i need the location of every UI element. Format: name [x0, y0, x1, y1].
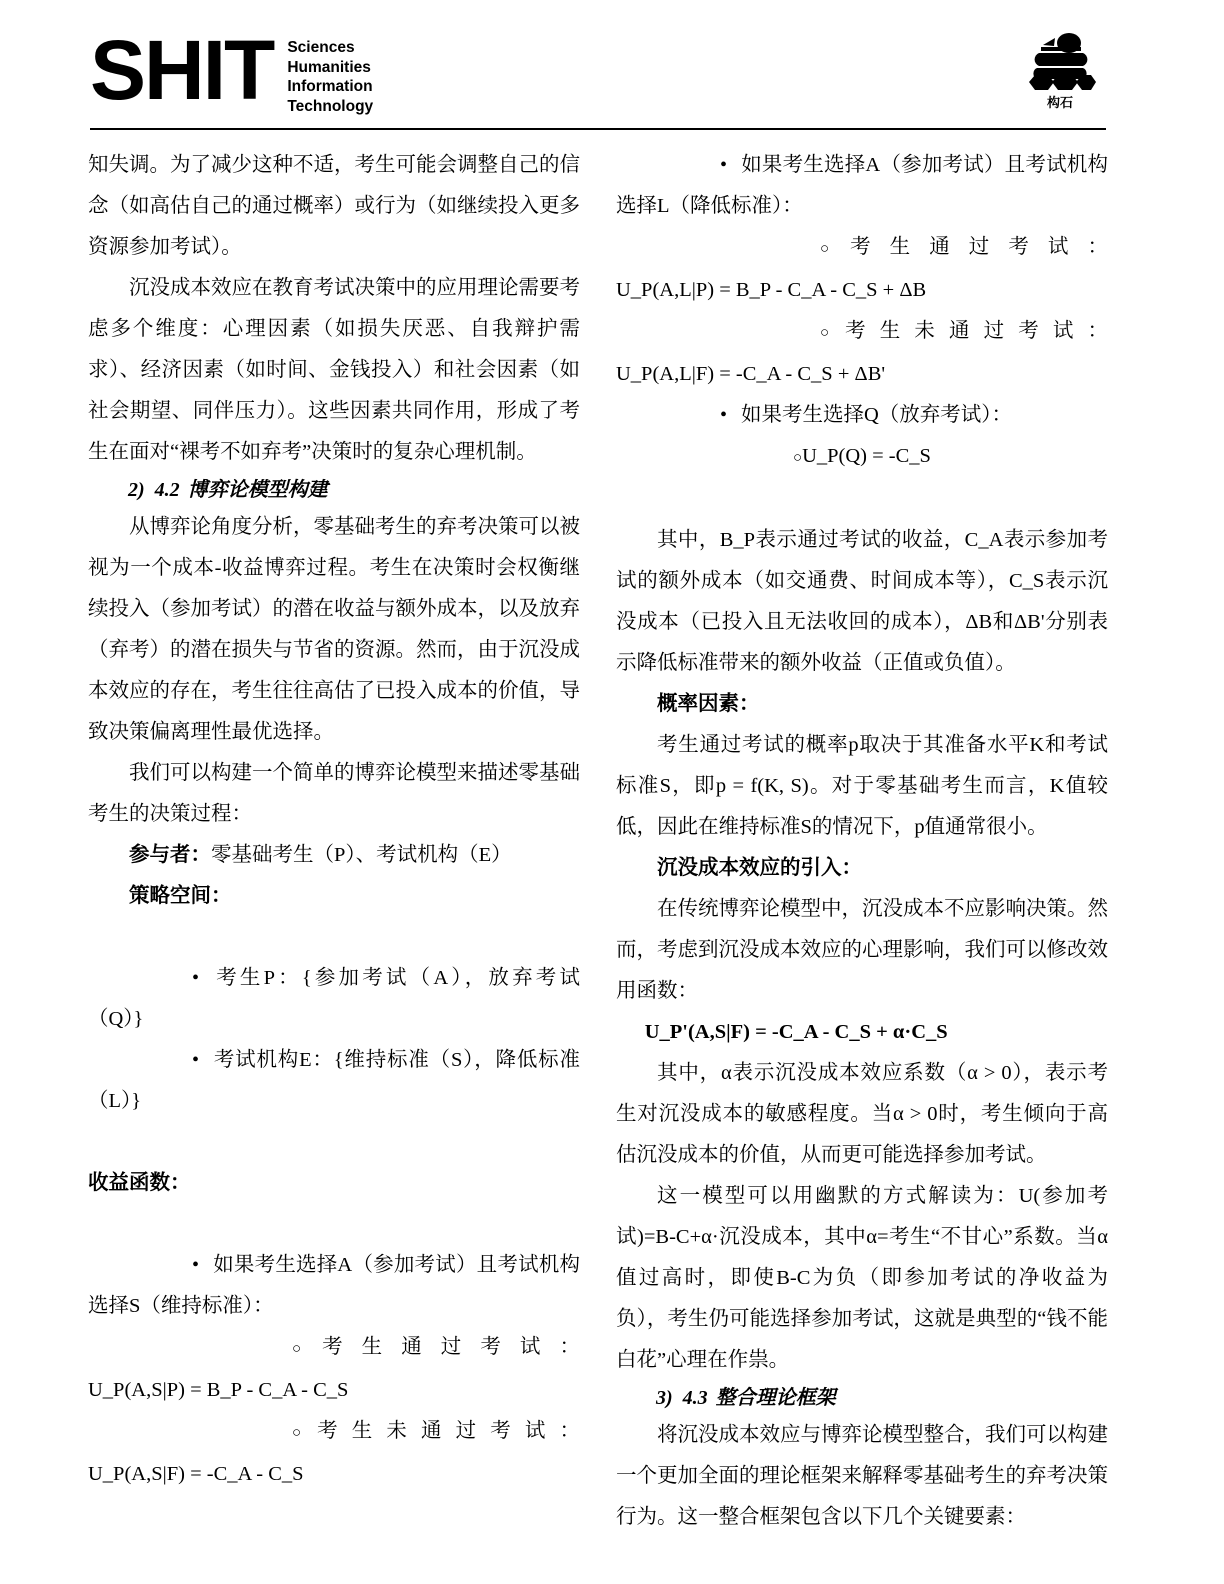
list-item-text: 如果考生选择Q（放弃考试）：: [741, 404, 1013, 426]
list-item: [616, 395, 1108, 436]
sub-item-text: 考生通过考试：: [303, 1336, 580, 1358]
sub-item-text: 考生未通过考试：: [831, 320, 1108, 342]
strategy-space-list: [88, 958, 580, 1122]
sub-bullet-icon: [616, 227, 831, 270]
list-item: [88, 1040, 580, 1122]
list-item-text: 考生P：{参加考试（A），放弃考试（Q）}: [88, 967, 580, 1030]
masthead: [90, 23, 1106, 130]
sub-bullet-icon: ○: [793, 450, 803, 466]
participants-label: 参与者：: [129, 844, 211, 866]
sub-item-text: 考生通过考试：: [831, 236, 1108, 258]
brand-expansion: [287, 38, 373, 116]
heading-4-3-section: 4.3: [682, 1387, 708, 1409]
heading-4-2: [88, 473, 580, 507]
formula: U_P(A,L|P) = B_P - C_A - C_S + ΔB: [616, 279, 927, 301]
spacer: [616, 479, 1108, 520]
paragraph-sunk-cost-dimensions: 沉没成本效应在教育考试决策中的应用理论需要考虑多个维度：心理因素（如损失厌恶、自我辩护需求）、经济因素（如时间、金钱投入）和社会因素（如社会期望、同伴压力）。这些因素共同作用，形成了考生在面对“裸考不如弃考”决策时的复杂心理机制。: [88, 277, 580, 463]
heading-4-3-number: 3): [656, 1387, 673, 1409]
paragraph-continuation: 知失调。为了减少这种不适，考生可能会调整自己的信念（如高估自己的通过概率）或行为（如继续投入更多资源参加考试）。: [88, 154, 580, 258]
heading-4-3-title: 整合理论框架: [715, 1387, 836, 1409]
spacer: [88, 1204, 580, 1245]
paragraph-integrated-framework: 将沉没成本效应与博弈论模型整合，我们可以构建一个更加全面的理论框架来解释零基础考生的弃考决策行为。这一整合框架包含以下几个关键要素：: [616, 1424, 1108, 1528]
publisher-logo: [1014, 32, 1106, 110]
sub-bullet-icon: [616, 311, 831, 354]
heading-4-2-section: 4.2: [154, 479, 180, 501]
sunk-cost-intro-label: 沉没成本效应的引入：: [657, 857, 862, 879]
list-item-text: 如果考生选择A（参加考试）且考试机构选择L（降低标准）：: [616, 154, 1108, 217]
list-item: [88, 958, 580, 1040]
paragraph-alpha: 其中，α表示沉没成本效应系数（α > 0），表示考生对沉没成本的敏感程度。当α > 0时，考生倾向于高估沉没成本的价值，从而更可能选择参加考试。: [616, 1062, 1108, 1166]
heading-4-3: [616, 1381, 1108, 1415]
formula: U_P(A,S|P) = B_P - C_A - C_S: [88, 1379, 349, 1401]
payoff-case-s-list: [88, 1245, 580, 1327]
formula-modified-utility: U_P'(A,S|F) = -C_A - C_S + α·C_S: [644, 1021, 948, 1043]
payoff-case-q-list: [616, 395, 1108, 436]
spacer: [88, 1122, 580, 1163]
heading-4-2-number: 2): [128, 479, 145, 501]
stacked-stones-cairn-icon: [1014, 32, 1106, 94]
bullet-icon: [88, 1245, 213, 1286]
paragraph-model-intro: 我们可以构建一个简单的博弈论模型来描述零基础考生的决策过程：: [88, 762, 580, 825]
participants-text: 零基础考生（P）、考试机构（E）: [211, 844, 512, 866]
payoff-case-l-sub-2: [616, 311, 1108, 395]
brand-expansion-line-1: Sciences: [287, 39, 355, 56]
sub-item-text: 考生未通过考试：: [303, 1420, 580, 1442]
paragraph-notation: 其中，B_P表示通过考试的收益，C_A表示参加考试的额外成本（如交通费、时间成本等），C_S表示沉没成本（已投入且无法收回的成本），ΔB和ΔB'分别表示降低标准带来的额外收益（正值或负值）。: [616, 529, 1108, 674]
right-column: [616, 145, 1108, 1538]
brand-expansion-line-4: Technology: [287, 97, 374, 115]
brand-expansion-line-2: Humanities: [287, 58, 371, 76]
bullet-icon: [616, 395, 741, 436]
brand-wordmark: SHIT: [90, 23, 274, 117]
header-divider: [90, 128, 1106, 130]
payoff-case-l-sub-1: [616, 227, 1108, 311]
heading-4-2-title: 博弈论模型构建: [187, 479, 328, 501]
list-item-text: 考试机构E：{维持标准（S），降低标准（L）}: [88, 1049, 580, 1112]
spacer: [88, 917, 580, 958]
payoff-function-label: 收益函数：: [88, 1172, 191, 1194]
bullet-icon: [88, 958, 213, 999]
left-column: [88, 145, 580, 1538]
publisher-logo-label: 构石: [1046, 95, 1073, 110]
payoff-case-s-sub-1: [88, 1327, 580, 1411]
brand-logo: [90, 23, 374, 117]
sub-bullet-icon: [88, 1411, 303, 1454]
payoff-case-l-list: [616, 145, 1108, 227]
formula: U_P(A,S|F) = -C_A - C_S: [88, 1463, 304, 1485]
paragraph-humorous-reading: 这一模型可以用幽默的方式解读为：U(参加考试)=B-C+α·沉没成本，其中α=考生“不甘心”系数。当α值过高时，即使B-C为负（即参加考试的净收益为负），考生仍可能选择参加考试，这就是典型的“钱不能白花”心理在作祟。: [616, 1185, 1108, 1371]
formula: U_P(Q) = -C_S: [802, 445, 931, 467]
paragraph-sunk-cost-intro: 在传统博弈论模型中，沉没成本不应影响决策。然而，考虑到沉没成本效应的心理影响，我们可以修改效用函数：: [616, 898, 1108, 1002]
formula: U_P(A,L|F) = -C_A - C_S + ΔB': [616, 363, 886, 385]
two-column-body: [88, 145, 1108, 1538]
strategy-space-label: 策略空间：: [129, 885, 232, 907]
bullet-icon: [88, 1040, 213, 1081]
sub-bullet-icon: [88, 1327, 303, 1370]
list-item: [616, 145, 1108, 227]
participants-line: [88, 835, 580, 876]
list-item-text: 如果考生选择A（参加考试）且考试机构选择S（维持标准）：: [88, 1254, 580, 1317]
brand-expansion-line-3: Information: [287, 78, 373, 95]
paragraph-probability: 考生通过考试的概率p取决于其准备水平K和考试标准S，即p = f(K, S)。对于零基础考生而言，K值较低，因此在维持标准S的情况下，p值通常很小。: [616, 734, 1108, 838]
paragraph-game-theory-analysis: 从博弈论角度分析，零基础考生的弃考决策可以被视为一个成本-收益博弈过程。考生在决策时会权衡继续投入（参加考试）的潜在收益与额外成本，以及放弃（弃考）的潜在损失与节省的资源。然而，由于沉没成本效应的存在，考生往往高估了已投入成本的价值，导致决策偏离理性最优选择。: [88, 516, 580, 743]
payoff-case-q-sub-1: [616, 436, 1108, 479]
bullet-icon: [616, 145, 741, 186]
probability-factor-label: 概率因素：: [657, 693, 760, 715]
list-item: [88, 1245, 580, 1327]
payoff-case-s-sub-2: [88, 1411, 580, 1495]
